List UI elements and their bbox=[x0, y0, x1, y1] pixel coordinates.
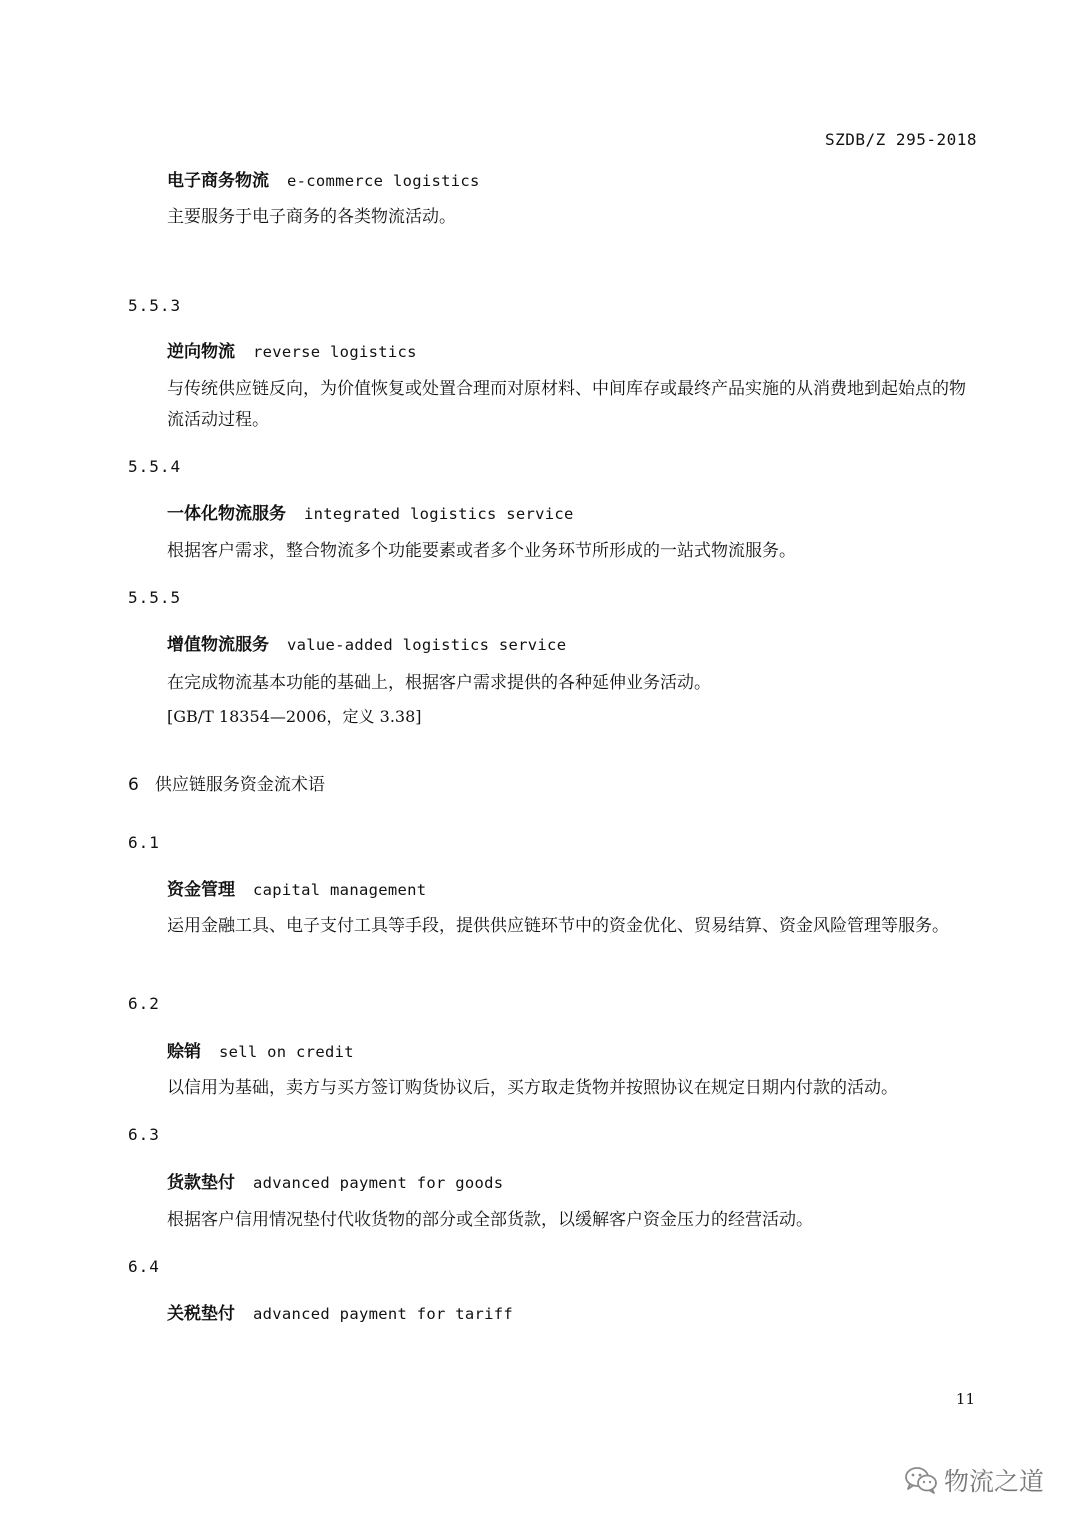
term-reverse-logistics bbox=[167, 337, 417, 362]
definition-sell-on-credit: 以信用为基础，卖方与买方签订购货协议后，买方取走货物并按照协议在规定日期内付款的活动。 bbox=[167, 1078, 898, 1098]
term-en: sell on credit bbox=[219, 1043, 354, 1061]
term-zh: 资金管理 bbox=[167, 880, 235, 900]
term-capital-management bbox=[167, 875, 426, 900]
definition-ecommerce-logistics: 主要服务于电子商务的各类物流活动。 bbox=[167, 207, 456, 227]
document-code: SZDB/Z 295-2018 bbox=[825, 130, 977, 149]
section-number: 6 bbox=[128, 775, 139, 795]
wechat-icon bbox=[904, 1465, 938, 1495]
term-sell-on-credit bbox=[167, 1037, 354, 1062]
term-zh: 逆向物流 bbox=[167, 342, 235, 362]
section-title: 供应链服务资金流术语 bbox=[154, 775, 325, 795]
term-zh: 一体化物流服务 bbox=[167, 504, 286, 524]
definition-integrated-logistics-service: 根据客户需求，整合物流多个功能要素或者多个业务环节所形成的一站式物流服务。 bbox=[167, 541, 796, 561]
term-zh: 增值物流服务 bbox=[167, 635, 269, 655]
term-zh: 赊销 bbox=[167, 1042, 201, 1062]
term-en: integrated logistics service bbox=[304, 505, 574, 523]
section-heading-6 bbox=[128, 770, 325, 795]
term-en: advanced payment for goods bbox=[253, 1174, 504, 1192]
clause-number-6-1: 6.1 bbox=[128, 833, 160, 852]
clause-number-6-2: 6.2 bbox=[128, 994, 160, 1013]
term-en: capital management bbox=[253, 881, 427, 899]
page-number: 11 bbox=[955, 1390, 975, 1408]
term-value-added-logistics-service bbox=[167, 630, 566, 655]
clause-number-5-5-3: 5.5.3 bbox=[128, 296, 182, 315]
clause-number-5-5-5: 5.5.5 bbox=[128, 588, 182, 607]
term-en: reverse logistics bbox=[253, 343, 417, 361]
term-en: advanced payment for tariff bbox=[253, 1305, 514, 1323]
term-en: value-added logistics service bbox=[287, 636, 567, 654]
definition-value-added-logistics-service: 在完成物流基本功能的基础上，根据客户需求提供的各种延伸业务活动。 bbox=[167, 673, 711, 693]
term-ecommerce-logistics bbox=[167, 166, 480, 191]
term-advanced-payment-for-goods bbox=[167, 1168, 503, 1193]
watermark-text: 物流之道 bbox=[943, 1467, 1044, 1496]
clause-number-5-5-4: 5.5.4 bbox=[128, 457, 182, 476]
term-en: e-commerce logistics bbox=[287, 172, 480, 190]
term-zh: 电子商务物流 bbox=[167, 171, 269, 191]
definition-advanced-payment-for-goods: 根据客户信用情况垫付代收货物的部分或全部货款，以缓解客户资金压力的经营活动。 bbox=[167, 1210, 813, 1230]
definition-reverse-logistics: 与传统供应链反向，为价值恢复或处置合理而对原材料、中间库存或最终产品实施的从消费地到起始点的物流活动过程。 bbox=[167, 379, 966, 430]
reference-citation: [GB/T 18354—2006，定义 3.38] bbox=[167, 707, 422, 726]
clause-number-6-4: 6.4 bbox=[128, 1257, 160, 1276]
clause-number-6-3: 6.3 bbox=[128, 1125, 160, 1144]
definition-capital-management: 运用金融工具、电子支付工具等手段，提供供应链环节中的资金优化、贸易结算、资金风险管理等服务。 bbox=[167, 916, 949, 936]
term-integrated-logistics-service bbox=[167, 499, 574, 524]
term-zh: 货款垫付 bbox=[167, 1173, 235, 1193]
term-advanced-payment-for-tariff bbox=[167, 1299, 513, 1324]
term-zh: 关税垫付 bbox=[167, 1304, 235, 1324]
watermark bbox=[904, 1462, 1044, 1498]
